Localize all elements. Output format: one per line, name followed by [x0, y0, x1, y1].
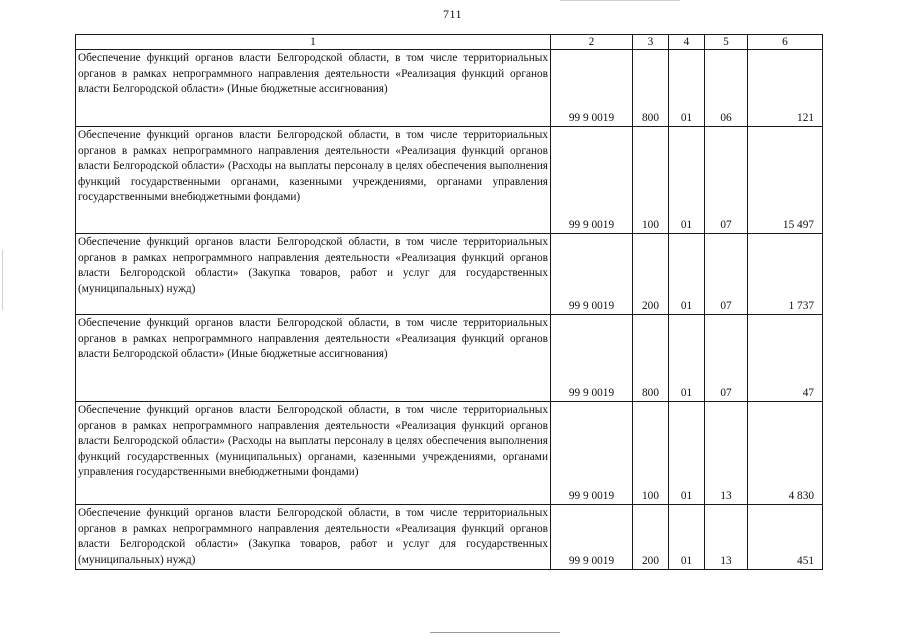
column-header: 1: [76, 35, 551, 50]
table-row: [76, 315, 823, 402]
row-amount: 1 737: [748, 234, 823, 315]
row-target-article-code: 99 9 0019: [551, 402, 633, 505]
row-description: Обеспечение функций органов власти Белгородской области, в том числе территориальных органов в рамках непрограммного направления деятельности «Реализация функций органов власти Белгородской области» (Иные бюджетные ассигнования): [76, 50, 551, 127]
row-section-code: 01: [669, 402, 705, 505]
row-expense-type-code: 800: [633, 50, 669, 127]
row-subsection-code: 07: [705, 315, 748, 402]
row-amount: 451: [748, 505, 823, 570]
table-row: [76, 234, 823, 315]
row-amount: 15 497: [748, 127, 823, 234]
budget-table: [75, 34, 823, 570]
table-header-row: [76, 35, 823, 50]
row-amount: 47: [748, 315, 823, 402]
row-expense-type-code: 800: [633, 315, 669, 402]
row-subsection-code: 06: [705, 50, 748, 127]
scan-artifact-bottom: [430, 632, 560, 633]
page-number: 711: [442, 7, 463, 21]
row-amount: 4 830: [748, 402, 823, 505]
row-expense-type-code: 200: [633, 234, 669, 315]
column-header: 5: [705, 35, 748, 50]
row-description: Обеспечение функций органов власти Белгородской области, в том числе территориальных органов в рамках непрограммного направления деятельности «Реализация функций органов власти Белгородской области» (Расходы на выплаты персоналу в целях обеспечения выполнения функций государственными органами, казенными учреждениями, органами управления государственными внебюджетными фондами): [76, 127, 551, 234]
row-target-article-code: 99 9 0019: [551, 50, 633, 127]
column-header: 3: [633, 35, 669, 50]
row-description: Обеспечение функций органов власти Белгородской области, в том числе территориальных органов в рамках непрограммного направления деятельности «Реализация функций органов власти Белгородской области» (Расходы на выплаты персоналу в целях обеспечения выполнения функций государственных (муниципальных) органами, казенными учреждениями, органами управления государственными внебюджетными фондами): [76, 402, 551, 505]
row-description: Обеспечение функций органов власти Белгородской области, в том числе территориальных органов в рамках непрограммного направления деятельности «Реализация функций органов власти Белгородской области» (Иные бюджетные ассигнования): [76, 315, 551, 402]
column-header: 4: [669, 35, 705, 50]
row-amount: 121: [748, 50, 823, 127]
row-target-article-code: 99 9 0019: [551, 505, 633, 570]
row-target-article-code: 99 9 0019: [551, 315, 633, 402]
row-section-code: 01: [669, 505, 705, 570]
row-section-code: 01: [669, 127, 705, 234]
table-row: [76, 50, 823, 127]
row-subsection-code: 07: [705, 127, 748, 234]
row-expense-type-code: 100: [633, 402, 669, 505]
row-description: Обеспечение функций органов власти Белгородской области, в том числе территориальных органов в рамках непрограммного направления деятельности «Реализация функций органов власти Белгородской области» (Закупка товаров, работ и услуг для государственных (муниципальных) нужд): [76, 234, 551, 315]
row-subsection-code: 07: [705, 234, 748, 315]
row-target-article-code: 99 9 0019: [551, 127, 633, 234]
row-section-code: 01: [669, 315, 705, 402]
row-section-code: 01: [669, 234, 705, 315]
row-description: Обеспечение функций органов власти Белгородской области, в том числе территориальных органов в рамках непрограммного направления деятельности «Реализация функций органов власти Белгородской области» (Закупка товаров, работ и услуг для государственных (муниципальных) нужд): [76, 505, 551, 570]
row-subsection-code: 13: [705, 402, 748, 505]
row-target-article-code: 99 9 0019: [551, 234, 633, 315]
column-header: 6: [748, 35, 823, 50]
row-expense-type-code: 100: [633, 127, 669, 234]
column-header: 2: [551, 35, 633, 50]
scan-artifact-top: [560, 0, 680, 1]
row-expense-type-code: 200: [633, 505, 669, 570]
row-subsection-code: 13: [705, 505, 748, 570]
row-section-code: 01: [669, 50, 705, 127]
table-row: [76, 402, 823, 505]
table-row: [76, 127, 823, 234]
scan-artifact-left-edge: [2, 250, 3, 310]
table-row: [76, 505, 823, 570]
